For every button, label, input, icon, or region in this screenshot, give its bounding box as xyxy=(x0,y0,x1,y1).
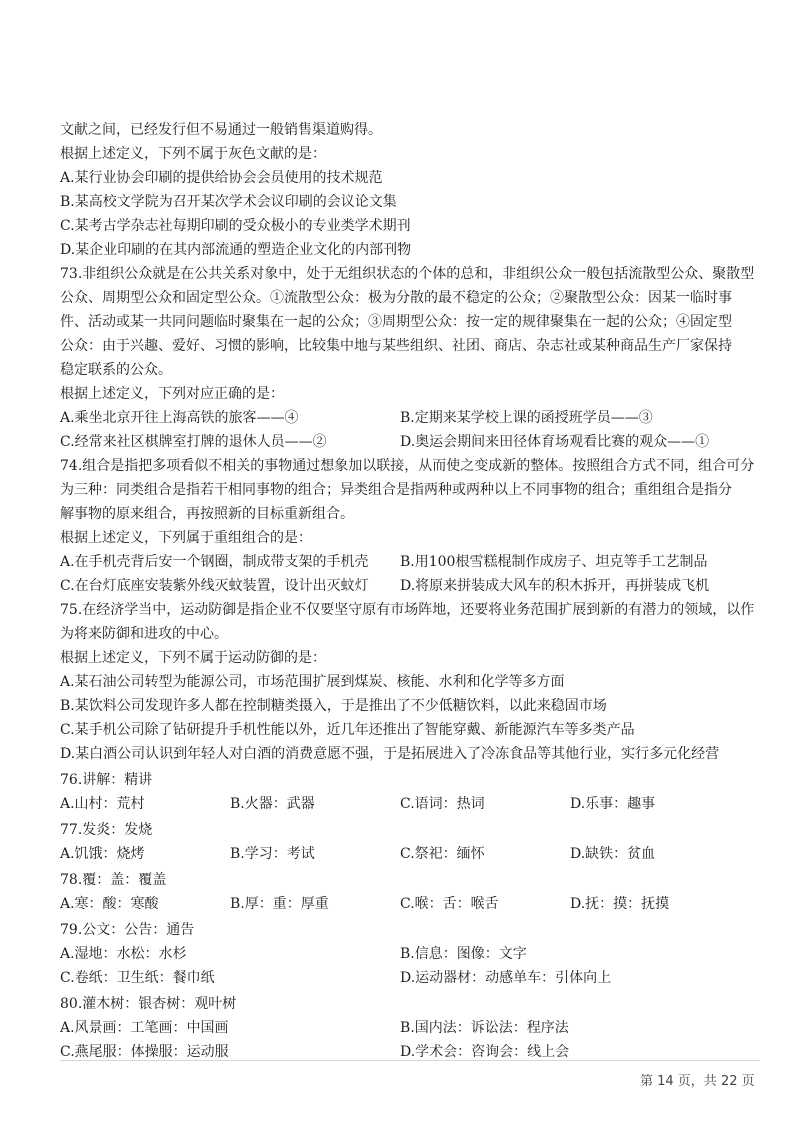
q76-stem: 76.讲解：精讲 xyxy=(60,772,153,788)
page-number: 第 14 页，共 22 页 xyxy=(640,1074,755,1089)
q79-option-d: D.运动器材：动感单车：引体向上 xyxy=(400,970,612,986)
q80-stem: 80.灌木树：银杏树：观叶树 xyxy=(60,996,237,1012)
q79-option-c: C.卷纸：卫生纸：餐巾纸 xyxy=(60,970,215,986)
q72-prompt: 根据上述定义，下列不属于灰色文献的是： xyxy=(60,146,326,162)
q78-option-a: A.寒：酸：寒酸 xyxy=(60,896,159,912)
q76-option-b: B.火器：武器 xyxy=(230,796,315,812)
q74-option-a: A.在手机壳背后安一个钢圈，制成带支架的手机壳 xyxy=(60,554,369,570)
q73-stem-line-3: 件、活动或某一共同问题临时聚集在一起的公众；③周期型公众：按一定的规律聚集在一起的公众；④固定型 xyxy=(60,314,732,330)
q76-option-a: A.山村：荒村 xyxy=(60,796,145,812)
q72-option-a: A.某行业协会印刷的提供给协会会员使用的技术规范 xyxy=(60,170,383,186)
q75-stem-line-1: 75.在经济学当中，运动防御是指企业不仅要坚守原有市场阵地，还要将业务范围扩展到新的有潜力的领域，以作 xyxy=(60,602,755,618)
q74-option-c: C.在台灯底座安装紫外线灭蚊装置，设计出灭蚊灯 xyxy=(60,578,369,594)
q78-stem: 78.覆：盖：覆盖 xyxy=(60,872,167,888)
q78-option-c: C.喉：舌：喉舌 xyxy=(400,896,499,912)
q73-option-d: D.奥运会期间来田径体育场观看比赛的观众——① xyxy=(400,434,710,450)
q74-option-d: D.将原来拼装成大风车的积木拆开，再拼装成飞机 xyxy=(400,578,710,594)
q79-stem: 79.公文：公告：通告 xyxy=(60,922,195,938)
q73-stem-line-1: 73.非组织公众就是在公共关系对象中，处于无组织状态的个体的总和，非组织公众一般包括流散型公众、聚散型 xyxy=(60,266,755,282)
q78-option-b: B.厚：重：厚重 xyxy=(230,896,329,912)
q76-option-d: D.乐事：趣事 xyxy=(570,796,656,812)
footer-divider xyxy=(60,1060,760,1061)
q74-option-b: B.用100根雪糕棍制作成房子、坦克等手工艺制品 xyxy=(400,554,708,570)
q80-option-a: A.风景画：工笔画：中国画 xyxy=(60,1020,229,1036)
q74-stem-line-2: 为三种：同类组合是指若干相同事物的组合；异类组合是指两种或两种以上不同事物的组合；重组组合是指分 xyxy=(60,482,732,498)
q77-option-a: A.饥饿：烧烤 xyxy=(60,846,145,862)
q73-stem-line-5: 稳定联系的公众。 xyxy=(60,362,172,378)
q77-option-b: B.学习：考试 xyxy=(230,846,315,862)
q73-option-a: A.乘坐北京开往上海高铁的旅客——④ xyxy=(60,410,299,426)
q76-option-c: C.语词：热词 xyxy=(400,796,485,812)
q72-option-b: B.某高校文学院为召开某次学术会议印刷的会议论文集 xyxy=(60,194,397,210)
q72-option-c: C.某考古学杂志社每期印刷的受众极小的专业类学术期刊 xyxy=(60,218,411,234)
q74-stem-line-1: 74.组合是指把多项看似不相关的事物通过想象加以联接，从而使之变成新的整体。按照组合方式不同，组合可分 xyxy=(60,458,755,474)
q80-option-c: C.燕尾服：体操服：运动服 xyxy=(60,1044,229,1060)
q80-option-d: D.学术会：咨询会：线上会 xyxy=(400,1044,570,1060)
q72-option-d: D.某企业印刷的在其内部流通的塑造企业文化的内部刊物 xyxy=(60,242,412,258)
q77-option-d: D.缺铁：贫血 xyxy=(570,846,656,862)
q75-prompt: 根据上述定义，下列不属于运动防御的是： xyxy=(60,650,326,666)
q75-option-a: A.某石油公司转型为能源公司，市场范围扩展到煤炭、核能、水利和化学等多方面 xyxy=(60,674,565,690)
q77-stem: 77.发炎：发烧 xyxy=(60,822,153,838)
q75-option-c: C.某手机公司除了钻研提升手机性能以外，近几年还推出了智能穿戴、新能源汽车等多类产品 xyxy=(60,722,635,738)
q73-option-c: C.经常来社区棋牌室打牌的退休人员——② xyxy=(60,434,327,450)
q74-stem-line-3: 解事物的原来组合，再按照新的目标重新组合。 xyxy=(60,506,354,522)
q75-option-d: D.某白酒公司认识到年轻人对白酒的消费意愿不强，于是拓展进入了冷冻食品等其他行业，实行多元化经营 xyxy=(60,746,720,762)
q75-stem-line-2: 为将来防御和进攻的中心。 xyxy=(60,626,228,642)
q72-stem-tail: 文献之间，已经发行但不易通过一般销售渠道购得。 xyxy=(60,122,382,138)
q73-option-b: B.定期来某学校上课的函授班学员——③ xyxy=(400,410,653,426)
q74-prompt: 根据上述定义，下列属于重组组合的是： xyxy=(60,530,312,546)
q75-option-b: B.某饮料公司发现许多人都在控制糖类摄入，于是推出了不少低糖饮料，以此来稳固市场 xyxy=(60,698,607,714)
q80-option-b: B.国内法：诉讼法：程序法 xyxy=(400,1020,569,1036)
q78-option-d: D.抚：摸：抚摸 xyxy=(570,896,670,912)
q77-option-c: C.祭祀：缅怀 xyxy=(400,846,485,862)
q73-stem-line-2: 公众、周期型公众和固定型公众。①流散型公众：极为分散的最不稳定的公众；②聚散型公众：因某一临时事 xyxy=(60,290,732,306)
q73-stem-line-4: 公众：由于兴趣、爱好、习惯的影响，比较集中地与某些组织、社团、商店、杂志社或某种商品生产厂家保持 xyxy=(60,338,732,354)
q79-option-a: A.湿地：水松：水杉 xyxy=(60,946,187,962)
q73-prompt: 根据上述定义，下列对应正确的是： xyxy=(60,386,284,402)
q79-option-b: B.信息：图像：文字 xyxy=(400,946,527,962)
